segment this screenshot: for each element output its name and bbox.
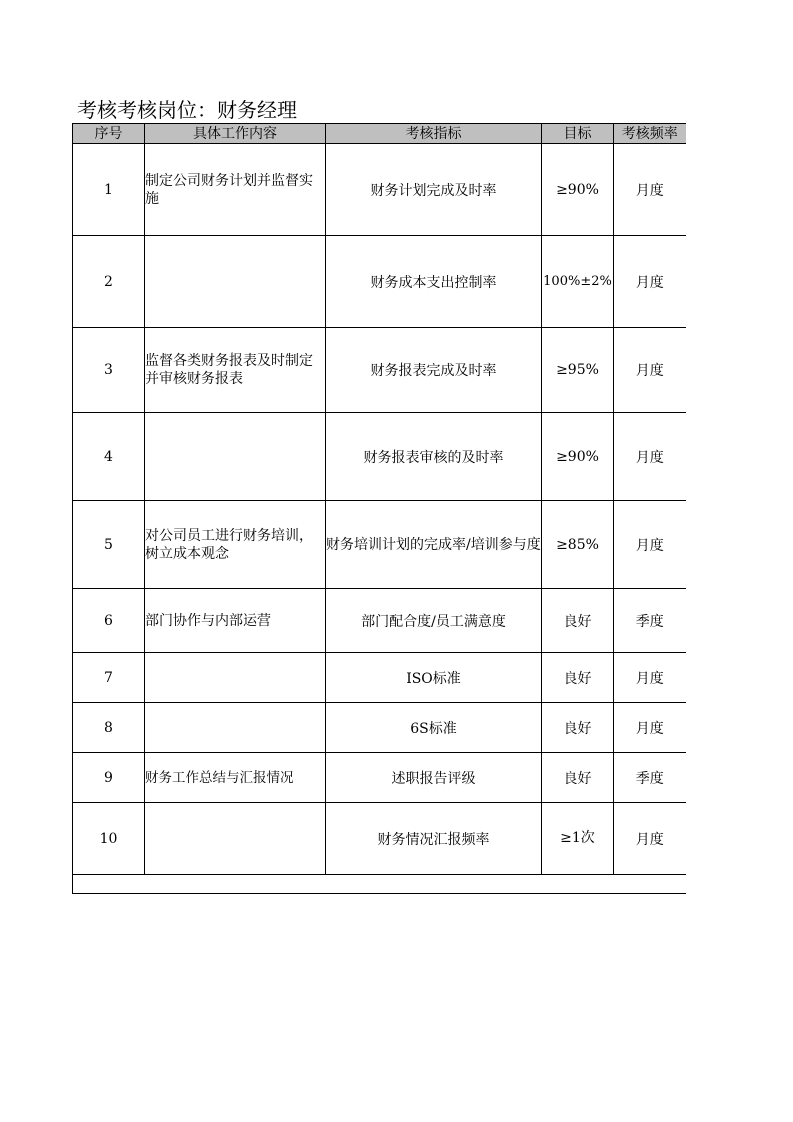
row-no: 2 (73, 236, 145, 328)
row-no: 3 (73, 328, 145, 413)
header-no: 序号 (73, 124, 145, 144)
header-frequency: 考核频率 (614, 124, 686, 144)
header-content: 具体工作内容 (145, 124, 326, 144)
header-indicator: 考核指标 (326, 124, 542, 144)
row-content: 部门协作与内部运营 (145, 589, 326, 653)
row-frequency: 月度 (614, 703, 686, 753)
row-content (145, 703, 326, 753)
row-content (145, 236, 326, 328)
row-indicator: 述职报告评级 (326, 753, 542, 803)
row-target: 良好 (542, 753, 614, 803)
row-content: 制定公司财务计划并监督实施 (145, 144, 326, 236)
row-no: 9 (73, 753, 145, 803)
row-content: 对公司员工进行财务培训，树立成本观念 (145, 501, 326, 589)
row-target: 良好 (542, 653, 614, 703)
row-indicator: 财务成本支出控制率 (326, 236, 542, 328)
row-content (145, 653, 326, 703)
row-frequency: 月度 (614, 803, 686, 875)
row-indicator: 财务报表审核的及时率 (326, 413, 542, 501)
row-frequency: 月度 (614, 653, 686, 703)
row-indicator: 财务情况汇报频率 (326, 803, 542, 875)
row-target: ≥1次 (542, 803, 614, 875)
table-row (73, 501, 686, 589)
row-no: 4 (73, 413, 145, 501)
row-target: ≥95% (542, 328, 614, 413)
row-indicator: ISO标准 (326, 653, 542, 703)
row-indicator: 部门配合度/员工满意度 (326, 589, 542, 653)
row-frequency: 月度 (614, 144, 686, 236)
row-frequency: 月度 (614, 328, 686, 413)
table-row (73, 328, 686, 413)
row-no: 1 (73, 144, 145, 236)
table-footer-row (73, 875, 686, 894)
row-target: 100%±2% (542, 236, 614, 328)
table-row (73, 144, 686, 236)
row-no: 10 (73, 803, 145, 875)
row-no: 5 (73, 501, 145, 589)
row-target: 良好 (542, 589, 614, 653)
table-row (73, 236, 686, 328)
row-indicator: 财务计划完成及时率 (326, 144, 542, 236)
row-target: ≥85% (542, 501, 614, 589)
row-no: 7 (73, 653, 145, 703)
table-row (73, 753, 686, 803)
row-frequency: 季度 (614, 753, 686, 803)
row-content (145, 803, 326, 875)
header-row (73, 124, 686, 144)
footer-cell (73, 875, 686, 894)
row-content (145, 413, 326, 501)
row-frequency: 季度 (614, 589, 686, 653)
row-indicator: 财务培训计划的完成率/培训参与度 (326, 501, 542, 589)
row-frequency: 月度 (614, 236, 686, 328)
row-frequency: 月度 (614, 413, 686, 501)
table-row (73, 653, 686, 703)
table-row (73, 703, 686, 753)
row-no: 6 (73, 589, 145, 653)
page-title: 考核考核岗位：财务经理 (77, 98, 297, 122)
table-row (73, 803, 686, 875)
row-frequency: 月度 (614, 501, 686, 589)
row-target: ≥90% (542, 413, 614, 501)
row-content: 监督各类财务报表及时制定并审核财务报表 (145, 328, 326, 413)
table-row (73, 589, 686, 653)
row-indicator: 财务报表完成及时率 (326, 328, 542, 413)
row-no: 8 (73, 703, 145, 753)
row-content: 财务工作总结与汇报情况 (145, 753, 326, 803)
table-row (73, 413, 686, 501)
row-target: 良好 (542, 703, 614, 753)
assessment-table (72, 123, 686, 894)
row-indicator: 6S标准 (326, 703, 542, 753)
row-target: ≥90% (542, 144, 614, 236)
header-target: 目标 (542, 124, 614, 144)
